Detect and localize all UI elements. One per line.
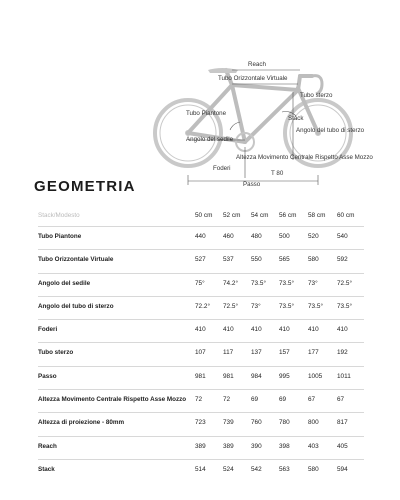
row-value: 550 <box>251 256 262 264</box>
row-label: Angolo del sedile <box>38 279 91 287</box>
label-reach: Reach <box>248 61 266 68</box>
row-value: 817 <box>337 419 348 427</box>
row-value: 398 <box>279 442 290 450</box>
row-value: 405 <box>337 442 348 450</box>
row-value: 480 <box>251 233 262 240</box>
row-label: Tubo sterzo <box>38 349 74 357</box>
size-header: 52 cm <box>223 212 241 219</box>
row-label: Angolo del tubo di sterzo <box>38 302 114 310</box>
row-value: 67 <box>337 396 345 404</box>
row-value: 460 <box>223 233 234 240</box>
row-value: 537 <box>223 256 234 264</box>
row-label: Altezza di proiezione - 80mm <box>38 419 125 427</box>
row-value: 73.5° <box>279 279 294 287</box>
row-value: 739 <box>223 419 234 427</box>
row-value: 514 <box>195 465 206 473</box>
table-header-row <box>38 206 364 226</box>
row-label: Stack <box>38 465 55 473</box>
row-value: 592 <box>337 256 348 264</box>
row-value: 410 <box>251 326 262 334</box>
row-value: 410 <box>223 326 234 334</box>
label-passo: Passo <box>243 181 261 188</box>
row-value: 117 <box>223 349 234 357</box>
table-row <box>38 296 364 319</box>
size-header: 60 cm <box>337 212 355 219</box>
row-value: 74.2° <box>223 279 238 287</box>
row-label: Reach <box>38 442 57 450</box>
table-row <box>38 436 364 459</box>
row-label: Tubo Piantone <box>38 233 82 240</box>
row-label: Tubo Orizzontale Virtuale <box>38 256 114 264</box>
row-value: 524 <box>223 465 234 473</box>
label-stack: Stack <box>288 115 304 122</box>
row-value: 177 <box>308 349 319 357</box>
row-value: 410 <box>279 326 290 334</box>
table-row <box>38 459 364 482</box>
label-tubo-piantone: Tubo Piantone <box>186 110 227 117</box>
row-label: Foderi <box>38 326 58 334</box>
row-value: 73° <box>308 279 318 287</box>
row-value: 403 <box>308 442 319 450</box>
row-value: 580 <box>308 465 319 473</box>
table-body <box>38 226 364 482</box>
label-altezza-movimento: Altezza Movimento Centrale Rispetto Asse Mozzo <box>236 154 373 161</box>
row-value: 410 <box>337 326 348 334</box>
row-value: 981 <box>223 372 234 380</box>
row-value: 542 <box>251 465 262 473</box>
header-label: Stack/Modesto <box>38 212 80 219</box>
row-value: 984 <box>251 372 262 380</box>
row-value: 527 <box>195 256 206 264</box>
row-value: 760 <box>251 419 262 427</box>
row-value: 594 <box>337 465 348 473</box>
row-value: 981 <box>195 372 206 380</box>
table-row <box>38 226 364 249</box>
row-value: 410 <box>195 326 206 334</box>
row-value: 137 <box>251 349 262 357</box>
table-row <box>38 273 364 296</box>
table-row <box>38 412 364 435</box>
size-header: 58 cm <box>308 212 326 219</box>
row-value: 389 <box>195 442 206 450</box>
row-value: 72 <box>223 396 231 404</box>
size-header: 54 cm <box>251 212 269 219</box>
label-t80: T 80 <box>271 170 284 177</box>
table-row <box>38 249 364 272</box>
row-value: 800 <box>308 419 319 427</box>
row-value: 563 <box>279 465 290 473</box>
table-row <box>38 366 364 389</box>
row-value: 500 <box>279 233 290 240</box>
table-row <box>38 319 364 342</box>
row-value: 72 <box>195 396 203 404</box>
label-angolo-tubo-sterzo: Angolo del tubo di sterzo <box>296 127 365 134</box>
label-tubo-orizzontale-virtuale: Tubo Orizzontale Virtuale <box>218 75 288 82</box>
row-value: 67 <box>308 396 316 404</box>
size-header: 56 cm <box>279 212 297 219</box>
row-value: 69 <box>251 396 259 404</box>
row-value: 192 <box>337 349 348 357</box>
row-value: 73.5° <box>279 302 294 310</box>
row-value: 72.5° <box>223 302 238 310</box>
row-value: 73° <box>251 302 261 310</box>
row-value: 780 <box>279 419 290 427</box>
row-value: 73.5° <box>308 302 323 310</box>
row-value: 390 <box>251 442 262 450</box>
table-row <box>38 342 364 365</box>
row-value: 1005 <box>308 372 323 380</box>
label-tubo-sterzo: Tubo sterzo <box>300 92 333 99</box>
row-value: 995 <box>279 372 290 380</box>
row-value: 540 <box>337 233 348 240</box>
row-value: 440 <box>195 233 206 240</box>
row-value: 565 <box>279 256 290 264</box>
row-value: 72.2° <box>195 302 210 310</box>
page-title: GEOMETRIA <box>34 178 136 195</box>
row-value: 723 <box>195 419 206 427</box>
row-value: 69 <box>279 396 287 404</box>
row-value: 410 <box>308 326 319 334</box>
geometry-table <box>38 206 364 482</box>
row-value: 73.5° <box>251 279 266 287</box>
table-row <box>38 389 364 412</box>
row-value: 580 <box>308 256 319 264</box>
row-value: 1011 <box>337 372 351 380</box>
row-value: 520 <box>308 233 319 240</box>
size-header: 50 cm <box>195 212 213 219</box>
label-angolo-sedile: Angolo del sedile <box>186 136 234 143</box>
label-foderi: Foderi <box>213 165 231 172</box>
saddle <box>208 68 238 73</box>
row-label: Passo <box>38 372 57 380</box>
row-value: 389 <box>223 442 234 450</box>
row-value: 72.5° <box>337 279 352 287</box>
row-value: 157 <box>279 349 290 357</box>
row-value: 75° <box>195 279 205 287</box>
row-value: 73.5° <box>337 302 352 310</box>
row-value: 107 <box>195 349 206 357</box>
row-label: Altezza Movimento Centrale Rispetto Asse Mozzo <box>38 396 187 404</box>
